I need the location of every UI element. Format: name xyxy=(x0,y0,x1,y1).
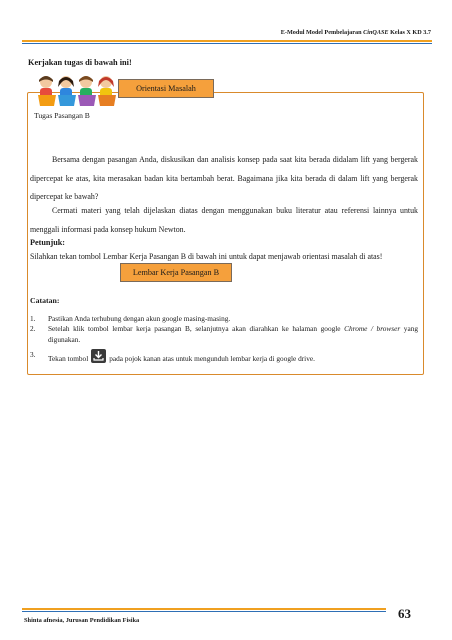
children-reading-illustration xyxy=(32,73,118,109)
download-icon xyxy=(91,349,106,363)
header-divider-orange xyxy=(22,40,432,42)
paragraph-discussion: Bersama dengan pasangan Anda, diskusikan dan analisis konsep pada saat kita berada didalam lift yang bergerak dipercepat ke atas, kita merasakan badan kita bertambah berat. Bagaimana jika kita berada di dalam lift yang bergerak dipercepat ke bawah? xyxy=(30,155,418,201)
worksheet-pair-b-button[interactable]: Lembar Kerja Pasangan B xyxy=(120,263,232,282)
task-instruction: Kerjakan tugas di bawah ini! xyxy=(28,58,132,67)
footer-author: Shinta afnesia, Jurusan Pendidikan Fisika xyxy=(24,617,140,624)
notes-heading: Catatan: xyxy=(30,296,60,305)
module-header-title: E-Modul Model Pembelajaran CinQASE Kelas X KD 3.7 xyxy=(280,29,431,36)
note-item: 2. Setelah klik tombol lembar kerja pasangan B, selanjutnya akan diarahkan ke halaman google Chrome / browser yang digunakan. xyxy=(30,324,418,344)
footer-divider-blue xyxy=(22,611,386,612)
note-item: 1. Pastikan Anda terhubung dengan akun google masing-masing. xyxy=(30,314,231,323)
header-divider-blue xyxy=(22,43,432,44)
page-number: 63 xyxy=(398,606,411,621)
orientation-problem-button[interactable]: Orientasi Masalah xyxy=(118,79,214,98)
instructions-heading: Petunjuk: xyxy=(30,238,66,247)
paragraph-reference: Cermati materi yang telah dijelaskan diatas dengan menggunakan buku literatur atau referensi lainnya untuk menggali informasi pada konsep hukum Newton. xyxy=(30,206,418,234)
task-label: Tugas Pasangan B xyxy=(34,111,90,120)
note-item: 3. Tekan tombol pada pojok kanan atas untuk mengunduh lembar kerja di google drive. xyxy=(30,350,315,363)
instructions-text: Silahkan tekan tombol Lembar Kerja Pasangan B di bawah ini untuk dapat menjawab orientasi masalah di atas! xyxy=(30,252,383,261)
footer-divider-orange xyxy=(22,608,386,610)
